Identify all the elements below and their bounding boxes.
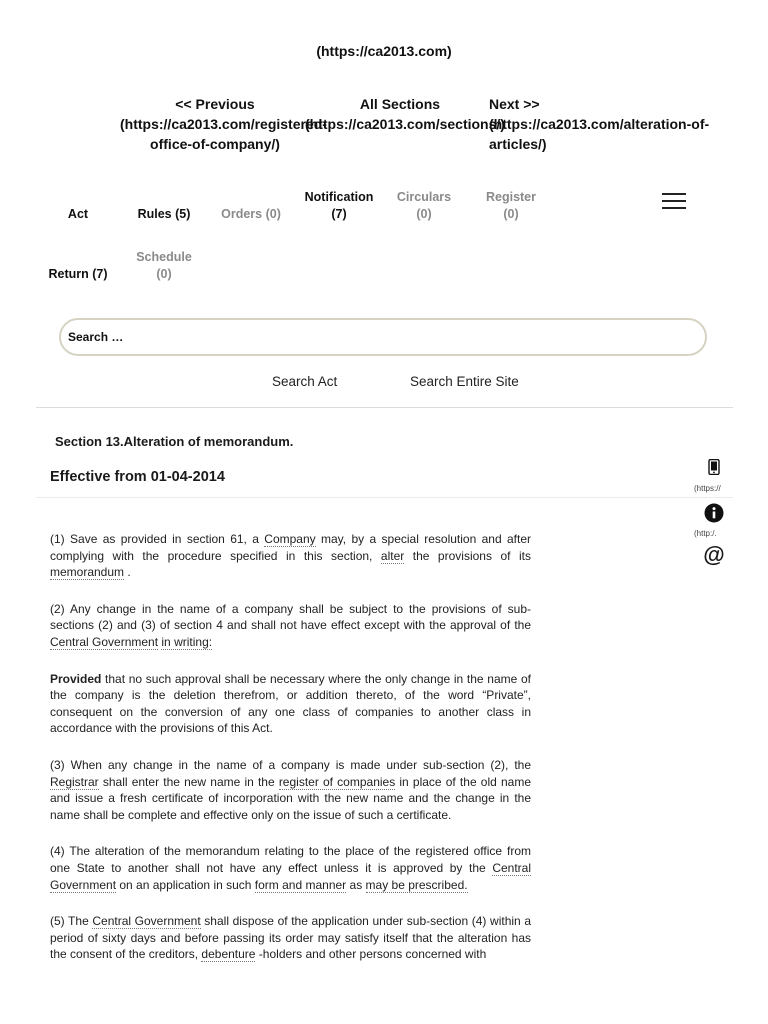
section-body (50, 531, 531, 983)
central-government-term-link[interactable]: Central Government (50, 634, 159, 649)
tab-act[interactable]: Act (67, 207, 89, 221)
info-link-caption[interactable]: (http:/. (694, 529, 717, 538)
tab-circulars[interactable] (390, 189, 458, 223)
text: -holders and other persons concerned with (255, 947, 487, 962)
paragraph-2 (50, 601, 531, 651)
previous-section-link[interactable] (120, 94, 327, 154)
text: in place of the old name and issue a fresh certificate of incorporation with the new name and the change in the name shall be complete and effective only on the issue of such a certificate. (50, 774, 531, 822)
central-government-term-link[interactable]: Central Government (50, 860, 531, 892)
divider-light (36, 497, 733, 498)
may-be-prescribed-term-link[interactable]: may be prescribed. (365, 877, 468, 892)
all-sections-url: (https://ca2013.com/sections/) (305, 116, 505, 132)
text: the provisions of its (404, 548, 531, 563)
debenture-term-link[interactable]: debenture (201, 947, 256, 962)
text: (4) The alteration of the memorandum relating to the place of the registered office from one State to another shall not have any effect unless it is approved by the (50, 844, 531, 875)
company-term-link[interactable]: Company (264, 532, 316, 546)
next-section-link[interactable] (489, 94, 719, 154)
at-sign-icon[interactable]: @ (703, 542, 725, 567)
search-input[interactable] (66, 329, 670, 345)
tab-notification-label: Notification (304, 190, 374, 204)
tab-schedule[interactable] (130, 249, 198, 283)
search-entire-site-button[interactable]: Search Entire Site (410, 374, 519, 389)
phone-link-caption[interactable]: (https:// (694, 484, 721, 493)
section-title: Section 13.Alteration of memorandum. (55, 434, 294, 449)
all-sections-link[interactable] (305, 94, 505, 134)
paragraph-proviso (50, 671, 531, 737)
text: (2) Any change in the name of a company shall be subject to the provisions of sub-sections (2) and (3) of section 4 and shall not have effect except with the approval of the (50, 601, 531, 633)
paragraph-1 (50, 531, 531, 581)
hamburger-menu-icon[interactable] (662, 193, 686, 209)
text: (3) When any change in the name of a company is made under sub-section (2), the (50, 757, 531, 772)
tab-schedule-label: Schedule (136, 250, 192, 264)
text: that no such approval shall be necessary where the only change in the name of the company is the deletion therefrom, or addition thereto, of the word “Private”, consequent on the conversion of any one class of companies to another class in accordance with the provisions of this Act. (50, 671, 531, 736)
text: (5) The (50, 914, 93, 929)
registrar-term-link[interactable]: Registrar (50, 774, 99, 789)
text: (1) Save as provided in section 61, a (50, 532, 265, 546)
tab-return[interactable]: Return (7) (48, 267, 108, 281)
alter-term-link[interactable]: alter (380, 548, 405, 563)
in-writing-term-link[interactable]: in writing: (161, 634, 213, 649)
all-sections-label: All Sections (359, 96, 441, 112)
effective-date: Effective from 01-04-2014 (50, 469, 225, 485)
divider (36, 407, 733, 408)
paragraph-3 (50, 757, 531, 823)
tab-register-count: (0) (503, 207, 519, 221)
tab-notification[interactable] (298, 189, 380, 223)
next-url: (https://ca2013.com/alteration-of-articles/) (489, 116, 710, 152)
tab-circulars-count: (0) (416, 207, 432, 221)
paragraph-4 (50, 843, 531, 893)
tab-schedule-count: (0) (156, 267, 172, 281)
text: shall enter the new name in the (98, 774, 279, 789)
text: shall dispose of the application under sub-section (4) within a period of sixty days and before passing its order may satisfy itself that the alteration has the consent of the creditors, (50, 914, 531, 962)
register-of-companies-term-link[interactable]: register of companies (278, 774, 396, 789)
tab-notification-count: (7) (331, 207, 347, 221)
mobile-phone-icon[interactable] (700, 459, 728, 480)
search-act-button[interactable]: Search Act (272, 374, 338, 389)
text: on an application in such (116, 877, 255, 892)
previous-label: << Previous (175, 96, 255, 112)
memorandum-term-link[interactable]: memorandum (50, 565, 125, 580)
info-circle-icon[interactable] (700, 503, 728, 528)
text: as (346, 877, 366, 892)
search-box (59, 318, 707, 356)
tab-circulars-label: Circulars (396, 190, 452, 204)
central-government-term-link[interactable]: Central Government (92, 914, 201, 929)
paragraph-5 (50, 913, 531, 963)
previous-url: (https://ca2013.com/registered-office-of-company/) (120, 116, 327, 152)
tab-rules[interactable]: Rules (5) (137, 207, 191, 221)
form-and-manner-term-link[interactable]: form and manner (254, 877, 347, 892)
tab-register-label: Register (485, 190, 537, 204)
provided-label: Provided (50, 671, 102, 686)
tab-register[interactable] (478, 189, 544, 223)
text: . (124, 565, 131, 580)
tab-orders[interactable]: Orders (0) (221, 207, 281, 221)
home-link[interactable]: (https://ca2013.com) (316, 43, 452, 59)
next-label: Next >> (489, 96, 540, 112)
text: may, by a special resolution and after complying with the procedure specified in this section, (50, 532, 531, 563)
